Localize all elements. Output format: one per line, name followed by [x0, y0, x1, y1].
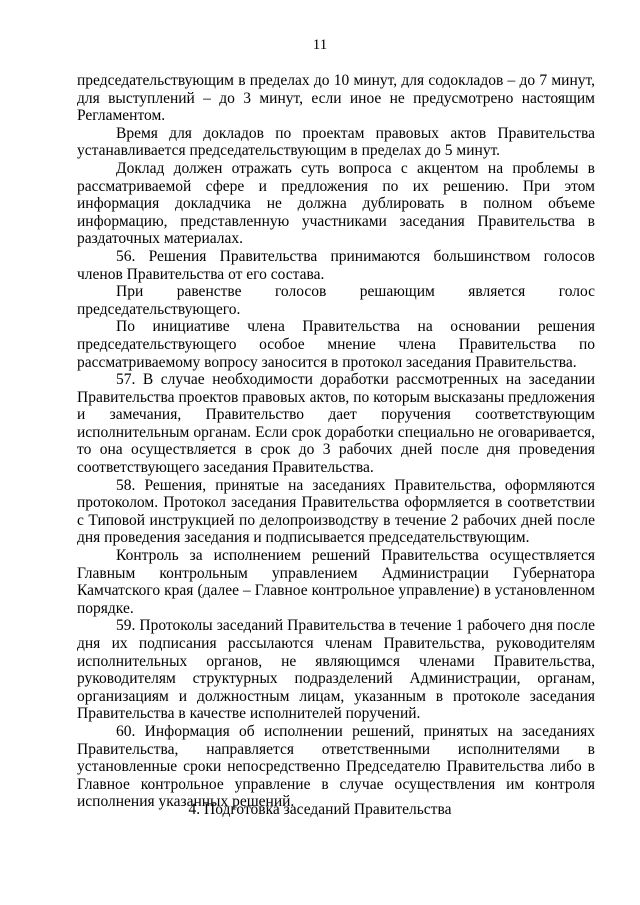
body-text — [77, 72, 595, 811]
paragraph-special-opinion: По инициативе члена Правительства на основании решения председательствующего особое мнение члена Правительства по рассматриваемому вопросу заносится в протокол заседания Правительства. — [77, 318, 595, 371]
page-number: 11 — [312, 37, 328, 53]
paragraph-report-time: Время для докладов по проектам правовых актов Правительства устанавливается председательствующим в пределах до 5 минут. — [77, 124, 595, 160]
paragraph-57: 57. В случае необходимости доработки рассмотренных на заседании Правительства проектов правовых актов, по которым высказаны предложения и замечания, Правительство дает поручения соответствующим исполнительным органам. Если срок доработки специально не оговаривается, то она осуществляется в срок до 3 рабочих дней после дня проведения соответствующего заседания Правительства. — [77, 371, 595, 477]
paragraph-60: 60. Информация об исполнении решений, принятых на заседаниях Правительства, направляется ответственными исполнителями в установленные сроки непосредственно Председателю Правительства либо в Главное контрольное управление в случае осуществления им контроля исполнения указанных решений. — [77, 722, 595, 811]
section-heading: 4. Подготовка заседаний Правительства — [188, 801, 452, 818]
paragraph-continuation: председательствующим в пределах до 10 минут, для содокладов – до 7 минут, для выступлений – до 3 минут, если иное не предусмотрено настоящим Регламентом. — [77, 72, 595, 125]
paragraph-59: 59. Протоколы заседаний Правительства в течение 1 рабочего дня после дня их подписания рассылаются членам Правительства, руководителям исполнительных органов, не являющимся членами Правительства, руководителям структурных подразделений Администрации, органам, организациям и должностным лицам, указанным в протоколе заседания Правительства в качестве исполнителей поручений. — [77, 617, 595, 723]
paragraph-report-content: Доклад должен отражать суть вопроса с акцентом на проблемы в рассматриваемой сфере и предложения по их решению. При этом информация докладчика не должна дублировать в полном объеме информацию, представленную участниками заседания Правительства в раздаточных материалах. — [77, 159, 595, 248]
paragraph-58: 58. Решения, принятые на заседаниях Правительства, оформляются протоколом. Протокол заседания Правительства оформляется в соответствии с Типовой инструкцией по делопроизводству в течение 2 рабочих дней после дня проведения заседания и подписывается председательствующим. — [77, 476, 595, 547]
paragraph-equal-votes: При равенстве голосов решающим является голос председательствующего. — [77, 283, 595, 318]
paragraph-56: 56. Решения Правительства принимаются большинством голосов членов Правительства от его состава. — [77, 247, 595, 283]
paragraph-control: Контроль за исполнением решений Правительства осуществляется Главным контрольным управлением Администрации Губернатора Камчатского края (далее – Главное контрольное управление) в установленном порядке. — [77, 547, 595, 617]
